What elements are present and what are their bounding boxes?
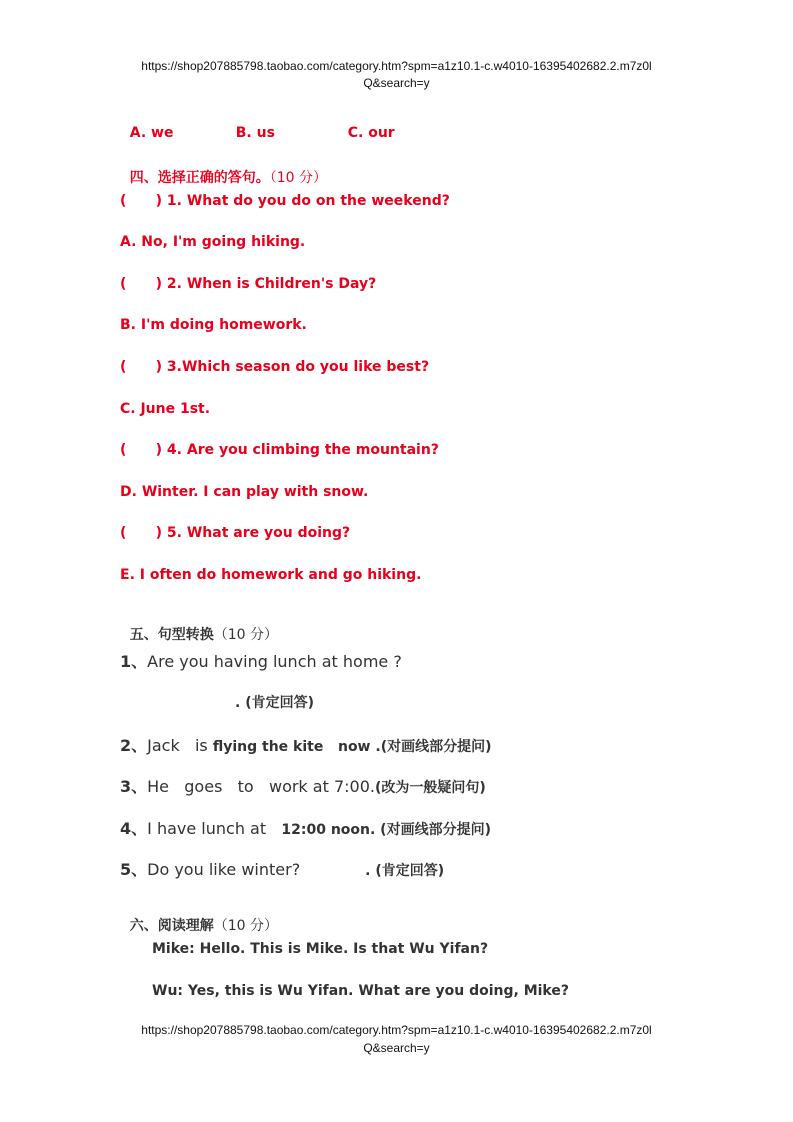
question-text: I have lunch at [147,819,282,838]
transform-question-3 [120,774,486,797]
question-hint: .(对画线部分提问) [370,739,492,755]
question-number: 5、 [120,860,148,879]
option-b: B. us [235,125,275,141]
question-number: 3、 [120,777,148,796]
underlined-phrase: flying the kite now [212,739,371,755]
answer-hint: . (肯定回答) [235,695,314,711]
option-a: A. we [129,125,174,141]
section4-score: （10 分） [269,170,328,186]
question-text: 5. What are you doing? [162,525,351,541]
header-url-line-1: https://shop207885798.taobao.com/category.htm?spm=a1z10.1-c.w4010-16395402682.2.m7z0l [141,59,652,73]
header-url-line-2: Q&search=y [363,76,430,90]
answer-option: D. Winter. I can play with snow. [120,484,369,500]
answer-blank: ( ) [120,193,163,209]
question-text: 2. When is Children's Day? [162,276,377,292]
answer-option: B. I'm doing homework. [120,317,307,333]
question-text: 4. Are you climbing the mountain? [162,442,439,458]
question-line [120,359,429,375]
question-text: Are you having lunch at home ? [147,652,402,671]
transform-question-4 [120,816,491,839]
question-text: He goes to work at 7:00. [147,777,375,796]
question-text: Do you like winter? [147,860,301,879]
section4-title: 四、选择正确的答句。 [129,170,270,186]
question-number: 4、 [120,819,148,838]
answer-blank: ( ) [120,276,163,292]
answer-blank: ( ) [120,442,163,458]
dialogue-line: Wu: Yes, this is Wu Yifan. What are you doing, Mike? [152,983,569,999]
section6-heading [120,899,278,935]
question-text: 1. What do you do on the weekend? [162,193,450,209]
transform-question-5 [120,857,444,880]
question-text: 3.Which season do you like best? [162,359,430,375]
question-number: 2、 [120,736,148,755]
section4-heading [120,151,327,187]
section5-heading [120,608,278,644]
answer-option: E. I often do homework and go hiking. [120,567,422,583]
question-line [120,442,439,458]
answer-blank: ( ) [120,525,163,541]
underlined-phrase: 12:00 noon. [281,822,376,838]
question-hint: . (肯定回答) [365,863,445,879]
question-hint: (对画线部分提问) [375,822,491,838]
question-line [120,193,450,209]
dialogue-line: Mike: Hello. This is Mike. Is that Wu Yifan? [152,941,489,957]
section6-score: （10 分） [213,918,279,934]
section5-title: 五、句型转换 [129,627,214,643]
option-c: C. our [347,125,395,141]
footer-url-line-1: https://shop207885798.taobao.com/category.htm?spm=a1z10.1-c.w4010-16395402682.2.m7z0l [141,1023,652,1037]
question-text: Jack is [147,736,213,755]
question-line [120,525,350,541]
footer-url-line-2: Q&search=y [363,1041,430,1055]
answer-option: C. June 1st. [120,401,211,417]
question-hint: (改为一般疑问句) [374,780,486,796]
transform-question-1 [120,649,402,672]
section5-score: （10 分） [213,627,279,643]
section6-title: 六、阅读理解 [129,918,214,934]
question-line [120,276,376,292]
answer-option: A. No, I'm going hiking. [120,234,306,250]
options-row [120,109,395,141]
question-number: 1、 [120,652,148,671]
answer-blank: ( ) [120,359,163,375]
transform-question-2 [120,733,492,756]
